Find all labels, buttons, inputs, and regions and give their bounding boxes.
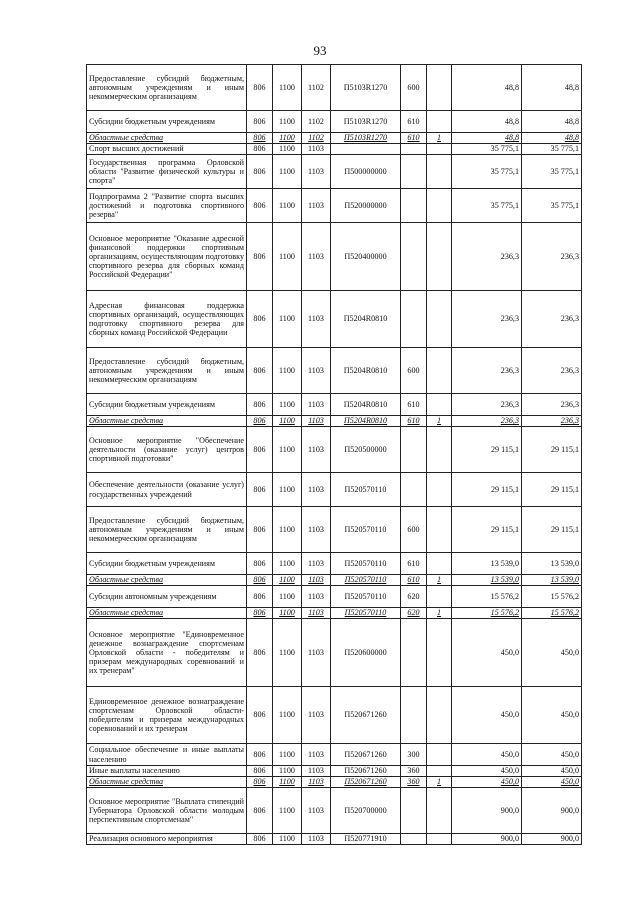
row-name: Предоставление субсидий бюджетным, автономным учреждениям и иным некоммерческим организациям [87, 507, 247, 553]
row-sum-1: 236,3 [452, 394, 522, 416]
row-funding-source [427, 586, 452, 608]
row-subsection: 1103 [302, 608, 331, 619]
row-sum-1: 48,8 [452, 111, 522, 133]
row-section: 1100 [273, 507, 302, 553]
row-target-article: П520671260 [331, 777, 401, 788]
row-sum-1: 35 775,1 [452, 155, 522, 189]
row-subsection: 1103 [302, 777, 331, 788]
row-expense-type [401, 788, 427, 834]
row-sum-2: 236,3 [522, 223, 582, 291]
row-expense-type: 610 [401, 416, 427, 427]
row-sum-1: 450,0 [452, 744, 522, 766]
row-grbs: 806 [247, 155, 273, 189]
table-row [87, 65, 582, 111]
row-funding-source: 1 [427, 777, 452, 788]
row-funding-source [427, 473, 452, 507]
row-target-article: П520671260 [331, 744, 401, 766]
row-grbs: 806 [247, 65, 273, 111]
table-row [87, 394, 582, 416]
table-row [87, 575, 582, 586]
row-subsection: 1102 [302, 111, 331, 133]
row-sum-2: 15 576,2 [522, 586, 582, 608]
row-target-article: П520000000 [331, 189, 401, 223]
table-row [87, 744, 582, 766]
row-sum-1: 450,0 [452, 766, 522, 777]
row-section: 1100 [273, 155, 302, 189]
row-target-article: П520771910 [331, 834, 401, 845]
row-grbs: 806 [247, 427, 273, 473]
row-name: Областные средства [87, 133, 247, 144]
row-funding-source [427, 144, 452, 155]
row-section: 1100 [273, 348, 302, 394]
row-name: Единовременное денежное вознаграждение спортсменам Орловской области-победителям и призерам международных соревнований и их тренерам [87, 687, 247, 744]
row-section: 1100 [273, 586, 302, 608]
row-name: Основное мероприятие "Единовременное денежное вознаграждение спортсменам Орловской области - победителям и призерам международных соревнований и их тренерам" [87, 619, 247, 687]
row-target-article: П500000000 [331, 155, 401, 189]
row-grbs: 806 [247, 416, 273, 427]
row-section: 1100 [273, 766, 302, 777]
row-subsection: 1103 [302, 834, 331, 845]
row-name: Реализация основного мероприятия [87, 834, 247, 845]
row-section: 1100 [273, 575, 302, 586]
table-row [87, 348, 582, 394]
table-row [87, 766, 582, 777]
row-name: Адресная финансовая поддержка спортивных организаций, осуществляющих подготовку спортивного резерва для сборных команд Российской Федерации [87, 291, 247, 348]
row-grbs: 806 [247, 834, 273, 845]
row-subsection: 1103 [302, 619, 331, 687]
row-sum-1: 35 775,1 [452, 144, 522, 155]
table-row [87, 291, 582, 348]
row-sum-2: 15 576,2 [522, 608, 582, 619]
row-name: Социальное обеспечение и иные выплаты населению [87, 744, 247, 766]
row-funding-source: 1 [427, 416, 452, 427]
row-target-article: П520570110 [331, 586, 401, 608]
table-row [87, 777, 582, 788]
row-name: Субсидии бюджетным учреждениям [87, 111, 247, 133]
row-subsection: 1103 [302, 223, 331, 291]
row-sum-2: 450,0 [522, 687, 582, 744]
row-subsection: 1102 [302, 65, 331, 111]
row-funding-source [427, 766, 452, 777]
row-subsection: 1103 [302, 553, 331, 575]
row-target-article: П5204R0810 [331, 348, 401, 394]
row-funding-source: 1 [427, 133, 452, 144]
row-section: 1100 [273, 427, 302, 473]
row-expense-type [401, 687, 427, 744]
row-expense-type: 610 [401, 111, 427, 133]
row-section: 1100 [273, 473, 302, 507]
row-funding-source [427, 553, 452, 575]
row-target-article: П520570110 [331, 575, 401, 586]
row-name: Предоставление субсидий бюджетным, автономным учреждениям и иным некоммерческим организациям [87, 65, 247, 111]
row-section: 1100 [273, 834, 302, 845]
row-expense-type: 610 [401, 575, 427, 586]
row-section: 1100 [273, 394, 302, 416]
row-subsection: 1103 [302, 291, 331, 348]
row-sum-1: 48,8 [452, 65, 522, 111]
table-row [87, 507, 582, 553]
row-sum-2: 48,8 [522, 133, 582, 144]
row-sum-1: 236,3 [452, 291, 522, 348]
row-sum-2: 35 775,1 [522, 155, 582, 189]
row-subsection: 1103 [302, 144, 331, 155]
row-grbs: 806 [247, 744, 273, 766]
row-target-article: П520600000 [331, 619, 401, 687]
row-expense-type [401, 155, 427, 189]
row-sum-2: 13 539,0 [522, 575, 582, 586]
row-expense-type: 620 [401, 608, 427, 619]
row-section: 1100 [273, 223, 302, 291]
row-sum-2: 900,0 [522, 834, 582, 845]
row-sum-2: 900,0 [522, 788, 582, 834]
row-sum-1: 48,8 [452, 133, 522, 144]
row-funding-source [427, 65, 452, 111]
row-name: Государственная программа Орловской области "Развитие физической культуры и спорта" [87, 155, 247, 189]
row-sum-1: 450,0 [452, 619, 522, 687]
row-grbs: 806 [247, 189, 273, 223]
row-grbs: 806 [247, 394, 273, 416]
row-sum-1: 236,3 [452, 223, 522, 291]
row-name: Подпрограмма 2 "Развитие спорта высших достижений и подготовка спортивного резерва" [87, 189, 247, 223]
row-sum-1: 236,3 [452, 348, 522, 394]
row-grbs: 806 [247, 133, 273, 144]
row-expense-type [401, 189, 427, 223]
row-grbs: 806 [247, 575, 273, 586]
row-subsection: 1103 [302, 416, 331, 427]
row-funding-source [427, 834, 452, 845]
row-grbs: 806 [247, 144, 273, 155]
row-subsection: 1103 [302, 155, 331, 189]
row-section: 1100 [273, 777, 302, 788]
row-expense-type: 600 [401, 348, 427, 394]
table-row [87, 586, 582, 608]
row-expense-type: 300 [401, 744, 427, 766]
row-target-article: П520570110 [331, 507, 401, 553]
row-target-article: П520570110 [331, 608, 401, 619]
row-subsection: 1103 [302, 766, 331, 777]
table-row [87, 619, 582, 687]
row-funding-source [427, 744, 452, 766]
row-funding-source [427, 223, 452, 291]
table-row [87, 687, 582, 744]
row-sum-2: 35 775,1 [522, 189, 582, 223]
row-target-article [331, 144, 401, 155]
row-grbs: 806 [247, 111, 273, 133]
row-subsection: 1103 [302, 744, 331, 766]
table-row [87, 416, 582, 427]
row-target-article: П520570110 [331, 553, 401, 575]
table-row [87, 223, 582, 291]
row-expense-type [401, 291, 427, 348]
table-body [87, 65, 582, 845]
table-row [87, 144, 582, 155]
row-section: 1100 [273, 291, 302, 348]
row-funding-source [427, 427, 452, 473]
row-sum-2: 29 115,1 [522, 507, 582, 553]
row-sum-2: 48,8 [522, 65, 582, 111]
row-funding-source [427, 788, 452, 834]
row-target-article: П520700000 [331, 788, 401, 834]
row-subsection: 1103 [302, 586, 331, 608]
row-expense-type [401, 834, 427, 845]
row-grbs: 806 [247, 788, 273, 834]
row-sum-2: 450,0 [522, 777, 582, 788]
row-section: 1100 [273, 744, 302, 766]
row-expense-type [401, 223, 427, 291]
row-grbs: 806 [247, 608, 273, 619]
row-grbs: 806 [247, 586, 273, 608]
row-grbs: 806 [247, 348, 273, 394]
row-name: Основное мероприятие "Выплата стипендий Губернатора Орловской области молодым перспективным спортсменам" [87, 788, 247, 834]
row-name: Предоставление субсидий бюджетным, автономным учреждениям и иным некоммерческим организациям [87, 348, 247, 394]
row-name: Областные средства [87, 777, 247, 788]
table-row [87, 788, 582, 834]
row-target-article: П520671260 [331, 687, 401, 744]
row-expense-type: 360 [401, 766, 427, 777]
table-row [87, 473, 582, 507]
row-name: Областные средства [87, 575, 247, 586]
row-sum-2: 236,3 [522, 348, 582, 394]
page-number: 93 [313, 43, 327, 58]
row-expense-type: 610 [401, 553, 427, 575]
row-expense-type: 360 [401, 777, 427, 788]
row-section: 1100 [273, 788, 302, 834]
row-section: 1100 [273, 416, 302, 427]
row-expense-type [401, 473, 427, 507]
row-sum-2: 29 115,1 [522, 473, 582, 507]
row-name: Субсидии бюджетным учреждениям [87, 394, 247, 416]
row-expense-type: 600 [401, 507, 427, 553]
row-sum-1: 15 576,2 [452, 608, 522, 619]
row-subsection: 1103 [302, 507, 331, 553]
row-sum-1: 450,0 [452, 687, 522, 744]
row-target-article: П5204R0810 [331, 394, 401, 416]
row-expense-type [401, 427, 427, 473]
row-sum-2: 35 775,1 [522, 144, 582, 155]
row-expense-type [401, 619, 427, 687]
row-target-article: П5103R1270 [331, 111, 401, 133]
row-name: Областные средства [87, 416, 247, 427]
table-row [87, 189, 582, 223]
row-subsection: 1103 [302, 394, 331, 416]
row-grbs: 806 [247, 687, 273, 744]
row-subsection: 1103 [302, 189, 331, 223]
row-grbs: 806 [247, 619, 273, 687]
budget-table [86, 64, 582, 845]
row-funding-source [427, 155, 452, 189]
table-row [87, 427, 582, 473]
table-row [87, 608, 582, 619]
row-sum-1: 13 539,0 [452, 575, 522, 586]
row-section: 1100 [273, 133, 302, 144]
row-expense-type: 600 [401, 65, 427, 111]
row-section: 1100 [273, 111, 302, 133]
row-subsection: 1103 [302, 348, 331, 394]
row-sum-2: 450,0 [522, 619, 582, 687]
row-funding-source [427, 111, 452, 133]
row-sum-1: 900,0 [452, 788, 522, 834]
row-sum-2: 13 539,0 [522, 553, 582, 575]
row-target-article: П520500000 [331, 427, 401, 473]
row-target-article: П5103R1270 [331, 65, 401, 111]
row-section: 1100 [273, 553, 302, 575]
row-grbs: 806 [247, 223, 273, 291]
row-subsection: 1103 [302, 427, 331, 473]
row-section: 1100 [273, 619, 302, 687]
row-subsection: 1102 [302, 133, 331, 144]
row-funding-source [427, 394, 452, 416]
row-name: Иные выплаты населению [87, 766, 247, 777]
row-funding-source [427, 619, 452, 687]
table-row [87, 111, 582, 133]
row-sum-2: 236,3 [522, 291, 582, 348]
table-row [87, 155, 582, 189]
row-name: Субсидии автономным учреждениям [87, 586, 247, 608]
row-target-article: П5103R1270 [331, 133, 401, 144]
row-sum-2: 236,3 [522, 394, 582, 416]
row-funding-source [427, 291, 452, 348]
row-target-article: П5204R0810 [331, 416, 401, 427]
row-sum-1: 13 539,0 [452, 553, 522, 575]
row-name: Основное мероприятие "Оказание адресной финансовой поддержки спортивным организациям, осуществляющим подготовку спортивного резерва для сборных команд Российской Федерации" [87, 223, 247, 291]
row-sum-1: 35 775,1 [452, 189, 522, 223]
row-grbs: 806 [247, 507, 273, 553]
row-section: 1100 [273, 144, 302, 155]
row-grbs: 806 [247, 777, 273, 788]
row-funding-source [427, 507, 452, 553]
row-sum-2: 450,0 [522, 766, 582, 777]
row-target-article: П520400000 [331, 223, 401, 291]
row-subsection: 1103 [302, 575, 331, 586]
row-grbs: 806 [247, 553, 273, 575]
row-expense-type [401, 144, 427, 155]
row-sum-1: 15 576,2 [452, 586, 522, 608]
row-sum-1: 236,3 [452, 416, 522, 427]
row-grbs: 806 [247, 473, 273, 507]
row-expense-type: 610 [401, 133, 427, 144]
row-sum-1: 29 115,1 [452, 473, 522, 507]
row-name: Основное мероприятие "Обеспечение деятельности (оказание услуг) центров спортивной подготовки" [87, 427, 247, 473]
row-sum-1: 29 115,1 [452, 507, 522, 553]
row-sum-1: 29 115,1 [452, 427, 522, 473]
row-sum-1: 900,0 [452, 834, 522, 845]
row-funding-source [427, 189, 452, 223]
row-funding-source [427, 348, 452, 394]
row-subsection: 1103 [302, 788, 331, 834]
row-subsection: 1103 [302, 473, 331, 507]
row-section: 1100 [273, 608, 302, 619]
row-section: 1100 [273, 189, 302, 223]
row-target-article: П520570110 [331, 473, 401, 507]
row-target-article: П520671260 [331, 766, 401, 777]
table-row [87, 834, 582, 845]
row-section: 1100 [273, 65, 302, 111]
row-sum-2: 48,8 [522, 111, 582, 133]
row-name: Областные средства [87, 608, 247, 619]
row-grbs: 806 [247, 291, 273, 348]
row-sum-1: 450,0 [452, 777, 522, 788]
row-name: Спорт высших достижений [87, 144, 247, 155]
table-row [87, 553, 582, 575]
row-funding-source: 1 [427, 608, 452, 619]
row-expense-type: 610 [401, 394, 427, 416]
table-row [87, 133, 582, 144]
row-sum-2: 29 115,1 [522, 427, 582, 473]
row-name: Обеспечение деятельности (оказание услуг) государственных учреждений [87, 473, 247, 507]
row-funding-source: 1 [427, 575, 452, 586]
row-funding-source [427, 687, 452, 744]
row-target-article: П5204R0810 [331, 291, 401, 348]
row-expense-type: 620 [401, 586, 427, 608]
row-section: 1100 [273, 687, 302, 744]
row-sum-2: 450,0 [522, 744, 582, 766]
row-sum-2: 236,3 [522, 416, 582, 427]
row-grbs: 806 [247, 766, 273, 777]
row-name: Субсидии бюджетным учреждениям [87, 553, 247, 575]
row-subsection: 1103 [302, 687, 331, 744]
